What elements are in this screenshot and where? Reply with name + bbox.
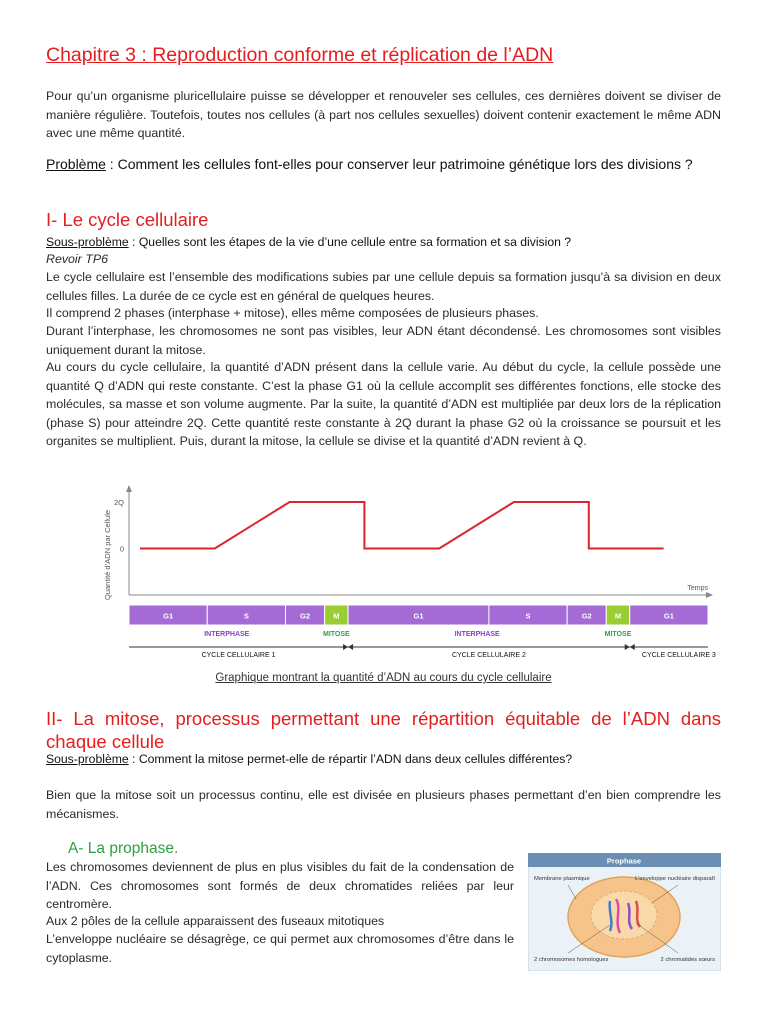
subproblem-text-2: : Comment la mitose permet-elle de répartir l’ADN dans deux cellules différentes? (128, 752, 573, 766)
prophase-body-1: Les chromosomes deviennent de plus en plus visibles du fait de la condensation de l’ADN. Ces chromosomes sont formés de deux chromatides reliées par leur centromère. (46, 860, 514, 911)
subproblem-text: : Quelles sont les étapes de la vie d’une cellule entre sa formation et sa division ? (128, 235, 572, 249)
cycle-arrow-0 (343, 644, 348, 650)
phase-band (129, 605, 708, 625)
sisters-label: 2 chromatides sœurs (660, 957, 715, 963)
problem-statement (46, 154, 721, 174)
cycle-arrow-1 (625, 644, 630, 650)
phase-label-5: S (525, 611, 531, 621)
phase-label-0: G1 (163, 611, 174, 621)
y-axis-label: Quantité d’ADN par Cellule (103, 509, 112, 600)
prophase-heading: A- La prophase. (68, 840, 179, 857)
x-axis-arrow (706, 592, 713, 598)
phase-label-8: G1 (663, 611, 674, 621)
section-1-heading: I- Le cycle cellulaire (46, 209, 209, 230)
cycle-label-3: CYCLE CELLULAIRE 3 (641, 652, 716, 659)
homologues-label: 2 chromosomes homologues (534, 957, 609, 963)
section-1-subproblem (46, 235, 571, 249)
cycle-label-2: CYCLE CELLULAIRE 2 (451, 652, 526, 659)
phase-label-6: G2 (581, 611, 592, 621)
subproblem-label: Sous-problème (46, 235, 129, 249)
figure-1-caption: Graphique montrant la quantité d’ADN au cours du cycle cellulaire (215, 672, 552, 684)
cycle-arrow-back-0 (348, 644, 353, 650)
dna-quantity-line (140, 502, 664, 549)
intro-paragraph: Pour qu’un organisme pluricellulaire puisse se développer et renouveler ses cellules, ces dernières doivent se diviser de manière régulière. Toutefois, toutes nos cellules (à part nos cellules sexuelles) doivent contenir exactement le même ADN avec une même quantité. (46, 89, 721, 140)
section-1-body-3: Durant l’interphase, les chromosomes ne sont pas visibles, leur ADN étant décondensé. Les chromosomes sont visibles uniquement durant la mitose. (46, 324, 721, 357)
phase-group-labels (204, 631, 631, 638)
phase-label-3: M (333, 611, 340, 621)
dna-cycle-chart (96, 482, 726, 670)
y-tick-label-q: 0 (119, 544, 124, 554)
phase-group-1: MITOSE (322, 631, 350, 638)
subproblem-label-2: Sous-problème (46, 752, 129, 766)
x-axis-label: Temps (687, 585, 708, 592)
membrane-label: Membrane plasmique (534, 876, 590, 882)
phase-label-4: G1 (413, 611, 424, 621)
phase-label-2: G2 (300, 611, 311, 621)
nuclear-envelope (591, 891, 657, 939)
section-1-body-4: Au cours du cycle cellulaire, la quantité d’ADN présent dans la cellule varie. Au début du cycle, la cellule possède une quantité Q d’ADN qui reste constante. C’est la phase G1 où la cellule accomplit ses différentes fonctions, elle stocke des molécules, sa masse et son volume augmente. Par la suite, la quantité d’ADN est multipliée par deux lors de la réplication (phase S) pour atteindre 2Q. Cette quantité reste constante à 2Q durant la phase G2 où la croissance se poursuit et les organites se multiplient. Puis, durant la mitose, la cellule se divise et la quantité d’ADN revient à Q. (46, 360, 721, 448)
problem-label: Problème (46, 156, 106, 172)
prophase-title: Prophase (606, 856, 642, 866)
problem-text: : Comment les cellules font-elles pour conserver leur patrimoine génétique lors des divisions ? (105, 156, 693, 172)
section-1-body-2: Il comprend 2 phases (interphase + mitose), elles même composées de plusieurs phases. (46, 306, 539, 320)
cycle-arrow-back-1 (630, 644, 635, 650)
envelope-label: L’enveloppe nucléaire disparaît (635, 876, 715, 882)
section-1-reference: Revoir TP6 (46, 252, 108, 266)
phase-label-1: S (243, 611, 249, 621)
y-axis-arrow (126, 485, 132, 492)
chapter-title: Chapitre 3 : Reproduction conforme et réplication de l’ADN (46, 44, 554, 66)
section-2-body: Bien que la mitose soit un processus continu, elle est divisée en plusieurs phases permettant d’en bien comprendre les mécanismes. (46, 788, 721, 821)
phase-group-0: INTERPHASE (204, 631, 250, 638)
phase-label-7: M (614, 611, 622, 621)
y-tick-label-2q: 2Q (113, 498, 124, 507)
prophase-body-3: L’enveloppe nucléaire se désagrège, ce qui permet aux chromosomes d’être dans le cytoplasme. (46, 932, 514, 965)
cycle-labels (129, 644, 716, 659)
phase-group-2: INTERPHASE (454, 631, 500, 638)
prophase-body-2: Aux 2 pôles de la cellule apparaissent des fuseaux mitotiques (46, 914, 385, 928)
cycle-label-1: CYCLE CELLULAIRE 1 (201, 652, 276, 659)
prophase-illustration (528, 853, 721, 971)
section-1-body-1: Le cycle cellulaire est l’ensemble des modifications subies par une cellule depuis sa formation jusqu’à sa division en deux cellules filles. La durée de ce cycle est en général de quelques heures. (46, 270, 721, 303)
section-2-subproblem (46, 752, 572, 766)
section-2-heading: II- La mitose, processus permettant une répartition équitable de l’ADN dans chaque cellule (46, 708, 721, 752)
phase-group-3: MITOSE (604, 631, 632, 638)
